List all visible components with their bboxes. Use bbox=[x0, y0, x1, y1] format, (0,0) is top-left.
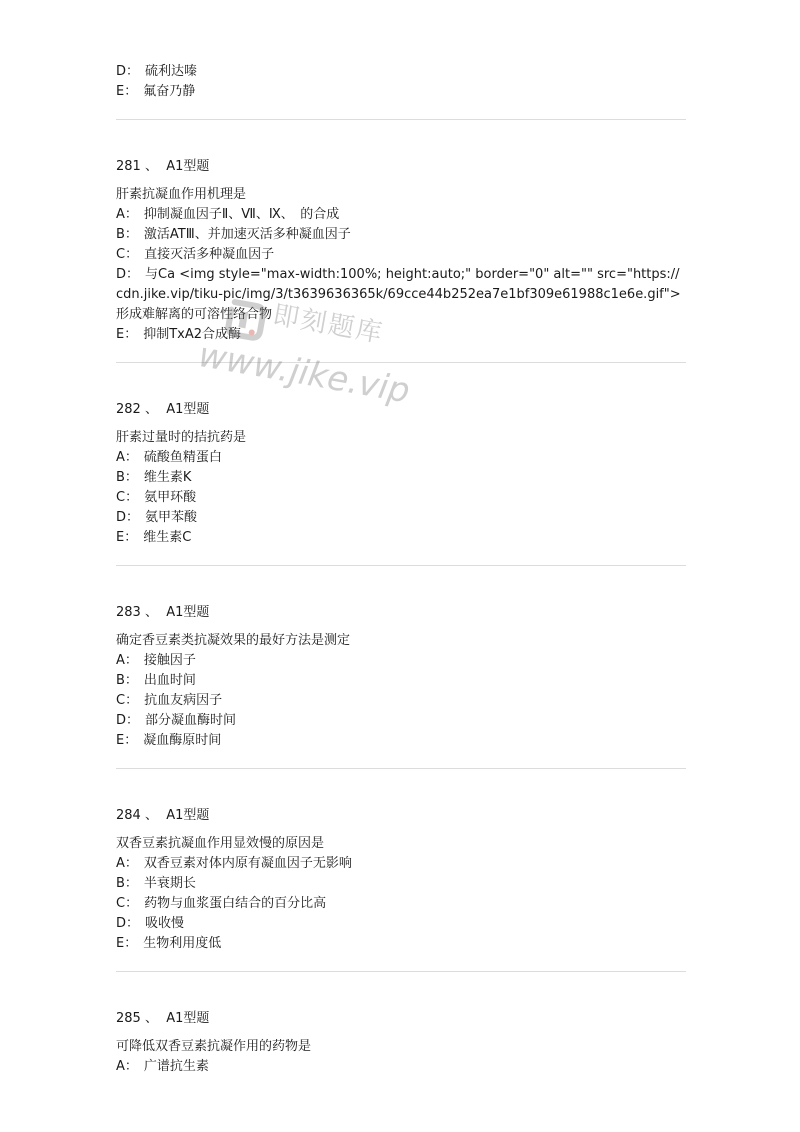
question-283 bbox=[116, 603, 686, 751]
option-a: A： 硫酸鱼精蛋白 bbox=[116, 450, 222, 465]
divider bbox=[116, 119, 686, 120]
option-a: A： 接触因子 bbox=[116, 653, 196, 668]
option-d: D： 氨甲苯酸 bbox=[116, 510, 198, 525]
option-b: B： 维生素K bbox=[116, 470, 192, 485]
option-c: C： 抗血友病因子 bbox=[116, 693, 223, 708]
question-header: 285 、 A1型题 bbox=[116, 1011, 210, 1026]
question-280-tail bbox=[116, 62, 686, 102]
question-281 bbox=[116, 157, 686, 350]
option-e: E： 抑制TxA2合成酶 bbox=[116, 327, 242, 342]
option-e: E： 维生素C bbox=[116, 530, 192, 545]
divider bbox=[116, 362, 686, 363]
option-e: E： 凝血酶原时间 bbox=[116, 733, 222, 748]
divider bbox=[116, 971, 686, 972]
option-d: D： 部分凝血酶时间 bbox=[116, 713, 237, 728]
watermark-url: www.jike.vip bbox=[195, 334, 413, 412]
option-d: D： 与Ca <img style="max-width:100%; height:auto;" border="0" alt="" src="https://cdn.jike.vip/tiku-pic/img/3/t3639636365k/69cce44b252ea7e1bf309e61988c1e6e.gif"> 形成难解离的可溶性络合物 bbox=[116, 267, 681, 322]
question-header: 281 、 A1型题 bbox=[116, 159, 210, 174]
option-c: C： 氨甲环酸 bbox=[116, 490, 197, 505]
question-header: 283 、 A1型题 bbox=[116, 605, 210, 620]
option-d: D： 吸收慢 bbox=[116, 916, 185, 931]
question-stem: 肝素过量时的拮抗药是 bbox=[116, 430, 247, 445]
option-b: B： 半衰期长 bbox=[116, 876, 196, 891]
divider bbox=[116, 565, 686, 566]
watermark-brand: 即刻题库 bbox=[270, 300, 387, 350]
option-c: C： 直接灭活多种凝血因子 bbox=[116, 247, 275, 262]
option-a: A： 双香豆素对体内原有凝血因子无影响 bbox=[116, 856, 352, 871]
question-stem: 双香豆素抗凝血作用显效慢的原因是 bbox=[116, 836, 325, 851]
question-header: 284 、 A1型题 bbox=[116, 808, 210, 823]
question-header: 282 、 A1型题 bbox=[116, 402, 210, 417]
option-e: E： 氟奋乃静 bbox=[116, 84, 196, 99]
question-stem: 确定香豆素类抗凝效果的最好方法是测定 bbox=[116, 633, 351, 648]
option-a: A： 广谱抗生素 bbox=[116, 1059, 209, 1074]
question-stem: 可降低双香豆素抗凝作用的药物是 bbox=[116, 1039, 312, 1054]
question-285 bbox=[116, 1009, 686, 1077]
option-b: B： 出血时间 bbox=[116, 673, 196, 688]
option-b: B： 激活ATⅢ、并加速灭活多种凝血因子 bbox=[116, 227, 351, 242]
option-e: E： 生物利用度低 bbox=[116, 936, 222, 951]
option-c: C： 药物与血浆蛋白结合的百分比高 bbox=[116, 896, 327, 911]
option-a: A： 抑制凝血因子Ⅱ、Ⅶ、Ⅸ、 的合成 bbox=[116, 207, 340, 222]
question-284 bbox=[116, 806, 686, 954]
question-stem: 肝素抗凝血作用机理是 bbox=[116, 187, 247, 202]
option-d: D： 硫利达嗪 bbox=[116, 64, 198, 79]
question-282 bbox=[116, 400, 686, 548]
document-page bbox=[116, 62, 686, 1077]
divider bbox=[116, 768, 686, 769]
